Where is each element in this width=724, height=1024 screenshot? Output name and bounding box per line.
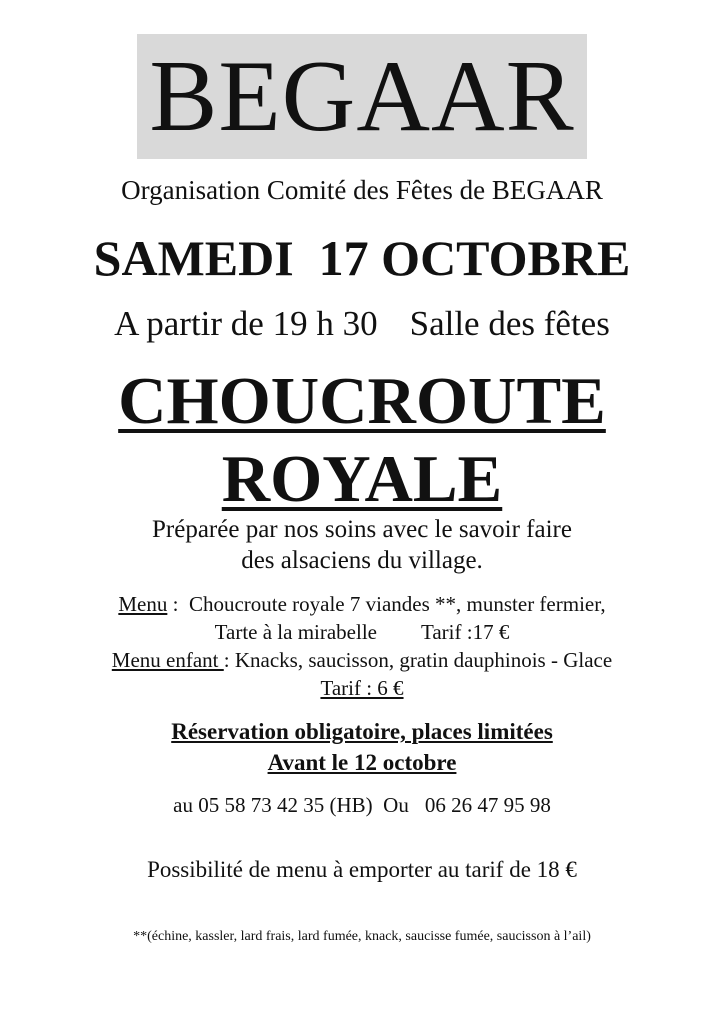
menu-dessert: Tarte à la mirabelle (214, 620, 377, 644)
menu-price: Tarif :17 € (421, 620, 510, 644)
footnote: **(échine, kassler, lard frais, lard fumée, knack, saucisse fumée, saucisson à l’ail) (133, 929, 591, 944)
page-title: BEGAAR (149, 40, 575, 153)
menu-enfant-line (0, 650, 724, 671)
reservation-notice: Réservation obligatoire, places limitées (171, 719, 553, 744)
reservation-line2 (0, 751, 724, 774)
organisation-line: Organisation Comité des Fêtes de BEGAAR (121, 175, 603, 205)
reservation-line1 (0, 720, 724, 743)
event-time: A partir de 19 h 30 (114, 304, 378, 343)
menu-label: Menu (118, 592, 168, 616)
time-place-line (0, 306, 724, 341)
menu-items: Choucroute royale 7 viandes **, munster fermier, (188, 592, 606, 616)
menu-separator: : (167, 592, 189, 616)
contact-line (0, 795, 724, 816)
menu-enfant-separator: : (223, 648, 235, 672)
description-line2: des alsaciens du village. (241, 547, 483, 574)
menu-enfant-price-line (0, 678, 724, 699)
menu-line (0, 594, 724, 615)
description-line1: Préparée par nos soins avec le savoir faire (152, 516, 572, 543)
reservation-deadline: Avant le 12 octobre (267, 750, 457, 775)
dish-title-line1 (0, 364, 724, 438)
dish-title-line2 (0, 442, 724, 516)
contact-phone2: 06 26 47 95 98 (424, 793, 551, 817)
event-place: Salle des fêtes (409, 304, 610, 343)
event-date: SAMEDI 17 OCTOBRE (93, 230, 631, 286)
takeaway-line: Possibilité de menu à emporter au tarif de 18 € (147, 857, 577, 882)
menu-dessert-line (0, 622, 724, 643)
dish-name-part1: CHOUCROUTE (118, 364, 606, 438)
dish-name-part2: ROYALE (221, 442, 503, 516)
contact-phone1: au 05 58 73 42 35 (HB) Ou (173, 793, 409, 817)
menu-enfant-price: Tarif : 6 € (320, 676, 404, 700)
menu-enfant-items: Knacks, saucisson, gratin dauphinois - Glace (234, 648, 613, 672)
menu-enfant-label: Menu enfant (111, 648, 224, 672)
